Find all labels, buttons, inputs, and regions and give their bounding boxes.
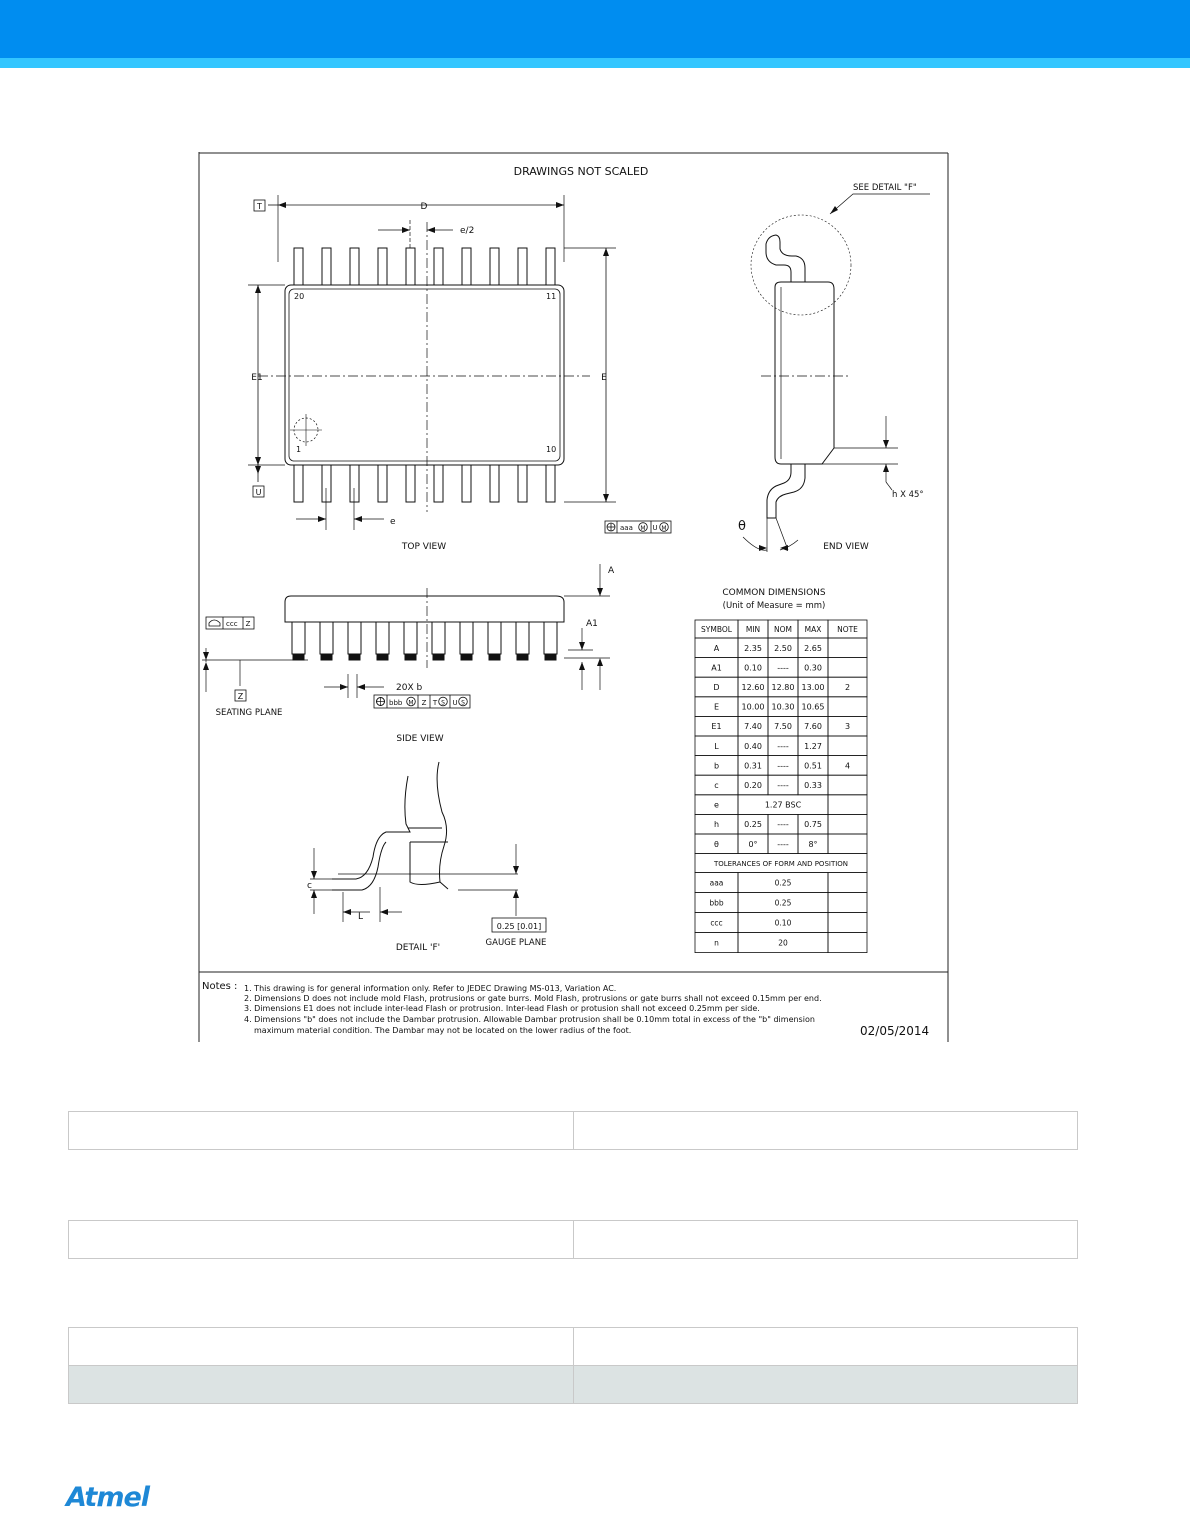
top-lead — [406, 248, 415, 285]
top-lead — [546, 248, 555, 285]
gauge-value: 0.25 [0.01] — [496, 922, 542, 931]
dims-value: 12.80 — [771, 683, 795, 692]
top-lead — [462, 248, 471, 285]
table-cell — [828, 697, 867, 717]
header-bar — [0, 0, 1190, 58]
table-cell — [828, 658, 867, 678]
seating-plane-label: SEATING PLANE — [215, 708, 283, 718]
dims-symbol: A1 — [711, 663, 722, 673]
dims-value: 10.30 — [771, 702, 795, 712]
dims-symbol: h — [713, 820, 720, 830]
dims-value: 13.00 — [801, 683, 825, 692]
label-u: U — [255, 488, 262, 497]
side-lead — [516, 622, 529, 660]
dims-subtitle: (Unit of Measure = mm) — [722, 601, 826, 611]
dims-value: ---- — [777, 839, 789, 849]
label-h45: h X 45° — [892, 490, 924, 500]
drawing-date: 02/05/2014 — [860, 1024, 930, 1038]
dims-value: 0.30 — [804, 663, 822, 673]
fcf-bbb-value: bbb — [389, 699, 403, 707]
side-lead — [376, 622, 389, 660]
side-lead — [544, 622, 557, 660]
top-lead — [378, 248, 387, 285]
package-drawing — [198, 152, 950, 1042]
note-2: 2. Dimensions D does not include mold Flash, protrusions or gate burrs. Mold Flash, protrusions or gate burrs shall not exceed 0.15mm per end. — [244, 994, 822, 1003]
dims-value: 7.60 — [804, 722, 822, 732]
bottom-lead — [518, 465, 527, 502]
bottom-lead — [350, 465, 359, 502]
pin-20-label: 20 — [294, 292, 305, 301]
side-leads — [292, 622, 557, 660]
tolerance-symbol: bbb — [709, 898, 724, 908]
dims-note: 4 — [844, 761, 851, 771]
detail-f-label: DETAIL 'F' — [395, 943, 441, 953]
fcf-aaa-datum: U — [652, 524, 658, 532]
label-z: Z — [237, 692, 244, 701]
dims-symbol: c — [714, 781, 719, 790]
table-cell — [828, 893, 867, 913]
pin-10-label: 10 — [546, 445, 557, 454]
tolerances-title: TOLERANCES OF FORM AND POSITION — [713, 860, 849, 869]
dims-value: 7.40 — [744, 722, 762, 732]
top-lead — [490, 248, 499, 285]
dims-symbol: L — [714, 741, 719, 751]
side-lead — [432, 622, 445, 660]
tolerance-value: 0.25 — [774, 878, 792, 888]
dims-symbol: θ — [714, 839, 719, 849]
note-3: 3. Dimensions E1 does not include inter-lead Flash or protrusion. Inter-lead Flash or protusion shall not exceed 0.25mm per side. — [244, 1004, 760, 1013]
table-cell — [69, 1221, 574, 1259]
label-20x-b: 20X b — [396, 683, 423, 693]
dims-value: 0° — [748, 839, 758, 849]
top-view — [248, 195, 616, 530]
table-1 — [68, 1111, 1078, 1150]
table-cell — [828, 873, 867, 893]
label-theta: θ — [738, 519, 746, 534]
table-cell — [69, 1366, 574, 1404]
top-lead — [322, 248, 331, 285]
dims-value: 0.31 — [744, 761, 762, 771]
bottom-lead — [490, 465, 499, 502]
gauge-plane-label: GAUGE PLANE — [485, 938, 547, 948]
side-lead — [460, 622, 473, 660]
fcf-bbb-t: T — [432, 699, 438, 707]
table-cell — [828, 834, 867, 854]
pin-11-label: 11 — [546, 292, 557, 301]
dims-symbol: e — [714, 800, 719, 810]
side-lead — [488, 622, 501, 660]
dims-value: 0.20 — [744, 781, 762, 790]
dims-note: 3 — [844, 722, 851, 732]
dims-value: 10.65 — [801, 702, 825, 712]
fcf-ccc-datum: Z — [245, 620, 251, 628]
label-l: L — [358, 912, 364, 922]
dims-symbol: E — [713, 702, 720, 712]
table-cell — [573, 1366, 1078, 1404]
label-d: D — [420, 202, 428, 212]
fcf-bbb-s1: S — [441, 699, 445, 707]
dims-value: 8° — [808, 839, 818, 849]
dims-value: 0.25 — [744, 820, 762, 830]
dims-value: 0.51 — [804, 761, 822, 771]
fcf-bbb-m: M — [408, 699, 414, 707]
bottom-lead — [294, 465, 303, 502]
tolerance-symbol: ccc — [710, 918, 723, 928]
side-lead — [404, 622, 417, 660]
bottom-lead — [378, 465, 387, 502]
bottom-lead — [322, 465, 331, 502]
bottom-lead — [546, 465, 555, 502]
dims-value: 0.10 — [744, 663, 762, 673]
dims-value: 1.27 — [804, 741, 822, 751]
dims-header-max: MAX — [804, 625, 822, 634]
table-cell — [573, 1221, 1078, 1259]
pin-1-label: 1 — [296, 445, 302, 454]
dims-title: COMMON DIMENSIONS — [722, 588, 826, 598]
bottom-lead — [462, 465, 471, 502]
see-detail-label: SEE DETAIL "F" — [853, 183, 917, 193]
common-dimensions-table — [695, 620, 867, 953]
label-a: A — [608, 566, 615, 576]
tolerance-symbol: aaa — [709, 878, 724, 888]
table-cell — [828, 814, 867, 834]
dims-value: ---- — [777, 663, 789, 673]
table-cell — [828, 638, 867, 658]
table-cell — [69, 1328, 574, 1366]
end-view-label: END VIEW — [823, 542, 869, 552]
top-view-label: TOP VIEW — [401, 542, 447, 552]
label-e: e — [390, 517, 396, 527]
label-e1: E1 — [251, 373, 263, 383]
dims-value: 0.40 — [744, 741, 762, 751]
dims-value: ---- — [777, 820, 789, 830]
bottom-leads — [294, 465, 555, 502]
dims-value: 10.00 — [741, 702, 765, 712]
dims-value: 1.27 BSC — [764, 800, 802, 810]
table-cell — [828, 775, 867, 795]
notes-label: Notes : — [202, 981, 238, 992]
dims-symbol: b — [713, 761, 720, 771]
label-a1: A1 — [586, 619, 598, 629]
fcf-aaa-m2: M — [661, 525, 667, 532]
detail-f — [310, 762, 546, 932]
top-lead — [350, 248, 359, 285]
fcf-bbb-z: Z — [421, 699, 427, 707]
fcf-ccc-value: ccc — [226, 620, 238, 628]
bottom-lead — [434, 465, 443, 502]
dims-header-note: NOTE — [837, 625, 858, 634]
drawing-title: DRAWINGS NOT SCALED — [513, 165, 649, 178]
atmel-logo: Atmel — [66, 1482, 150, 1513]
dims-value: 7.50 — [774, 722, 792, 732]
dims-value: 2.35 — [744, 643, 762, 653]
dims-symbol: D — [713, 683, 720, 692]
dims-note: 2 — [844, 683, 851, 692]
dims-header-nom: NOM — [774, 625, 792, 634]
tolerance-value: 0.25 — [774, 898, 792, 908]
table-cell — [828, 795, 867, 815]
dims-value: 2.65 — [804, 643, 822, 653]
tolerance-value: 0.10 — [774, 918, 792, 928]
top-lead — [518, 248, 527, 285]
dims-header-symbol: SYMBOL — [701, 625, 732, 634]
label-c: c — [307, 881, 312, 891]
table-cell — [573, 1328, 1078, 1366]
table-cell — [573, 1112, 1078, 1150]
dims-symbol: E1 — [711, 722, 722, 732]
side-view-label: SIDE VIEW — [396, 734, 444, 744]
dims-symbol: A — [713, 643, 720, 653]
fcf-bbb-s2: S — [461, 699, 465, 707]
note-1: 1. This drawing is for general information only. Refer to JEDEC Drawing MS-013, Variation AC. — [244, 984, 617, 993]
dims-value: ---- — [777, 761, 789, 771]
dims-value: ---- — [777, 741, 789, 751]
top-lead — [294, 248, 303, 285]
table-cell — [69, 1112, 574, 1150]
note-4: 4. Dimensions "b" does not include the Dambar protrusion. Allowable Dambar protrusion shall be 0.10mm total in excess of the "b" dimension — [244, 1015, 815, 1024]
top-lead — [434, 248, 443, 285]
dims-value: 0.33 — [804, 781, 822, 790]
tolerance-value: 20 — [778, 938, 788, 948]
side-lead — [292, 622, 305, 660]
dims-header-min: MIN — [745, 625, 761, 634]
label-t: T — [257, 202, 262, 211]
table-3 — [68, 1327, 1078, 1404]
table-cell — [828, 736, 867, 756]
table-cell — [828, 933, 867, 953]
top-leads — [294, 248, 555, 285]
tolerance-symbol: n — [714, 938, 719, 948]
fcf-aaa-value: aaa — [620, 524, 633, 532]
dims-value: ---- — [777, 781, 789, 790]
table-2 — [68, 1220, 1078, 1259]
side-lead — [348, 622, 361, 660]
table-cell — [828, 913, 867, 933]
fcf-aaa-m: M — [640, 525, 646, 532]
label-e-cap: E — [601, 373, 607, 383]
dims-value: 12.60 — [741, 683, 765, 692]
dims-value: 0.75 — [804, 820, 822, 830]
label-e-half: e/2 — [460, 226, 475, 236]
fcf-bbb-u: U — [452, 699, 458, 707]
bottom-lead — [406, 465, 415, 502]
note-4-cont: maximum material condition. The Dambar may not be located on the lower radius of the foot. — [254, 1026, 632, 1035]
dims-value: 2.50 — [774, 643, 792, 653]
side-lead — [320, 622, 333, 660]
header-accent-bar — [0, 58, 1190, 68]
